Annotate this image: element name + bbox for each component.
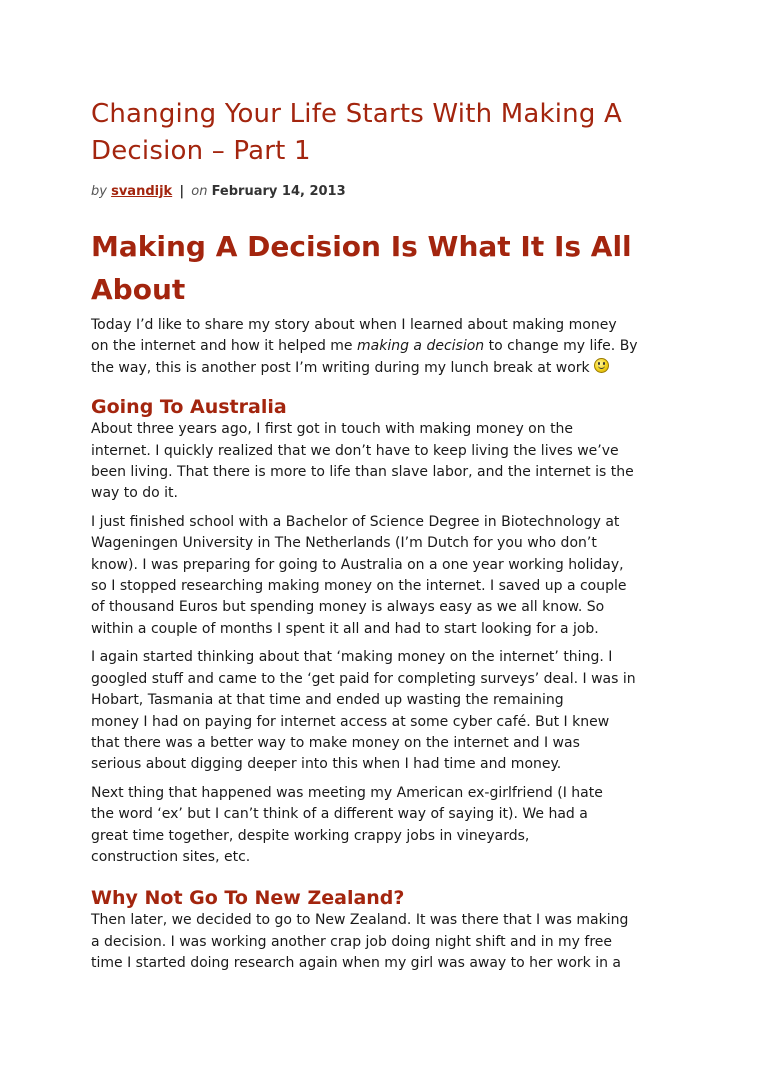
text-line: of thousand Euros but spending money is always easy as we all know. So — [91, 599, 605, 616]
section2-paragraph-1 — [91, 910, 676, 974]
text-line: been living. That there is more to life than slave labor, and the internet is the — [91, 464, 634, 481]
article-heading-line2: About — [91, 273, 186, 306]
intro-line: on the internet and how it helped me — [91, 338, 357, 355]
post-date: February 14, 2013 — [211, 184, 346, 199]
section1-paragraph-4 — [91, 783, 676, 869]
post-title-line1: Changing Your Life Starts With Making A — [91, 99, 623, 129]
section1-paragraph-2 — [91, 512, 676, 640]
text-line: that there was a better way to make money on the internet and I was — [91, 734, 580, 751]
intro-emphasis: making a decision — [357, 338, 485, 355]
text-line: internet. I quickly realized that we don’t have to keep living the lives we’ve — [91, 442, 619, 459]
text-line: great time together, despite working crappy jobs in vineyards, — [91, 827, 530, 844]
text-line: construction sites, etc. — [91, 848, 251, 865]
article-heading — [91, 225, 676, 311]
post-title — [91, 96, 676, 170]
text-line: the word ‘ex’ but I can’t think of a different way of saying it). We had a — [91, 806, 588, 823]
text-line: Hobart, Tasmania at that time and ended up wasting the remaining — [91, 692, 564, 709]
author-link[interactable]: svandijk — [111, 184, 173, 199]
text-line: time I started doing research again when my girl was away to her work in a — [91, 955, 621, 972]
intro-line: the way, this is another post I’m writing during my lunch break at work — [91, 359, 590, 376]
smiley-icon — [594, 358, 609, 373]
text-line: I just finished school with a Bachelor of Science Degree in Biotechnology at — [91, 513, 620, 530]
text-line: I again started thinking about that ‘making money on the internet’ thing. I — [91, 649, 613, 666]
section-heading-australia: Going To Australia — [91, 396, 287, 419]
byline-on-label: on — [191, 184, 208, 199]
intro-line: Today I’d like to share my story about when I learned about making money — [91, 317, 617, 333]
section-heading-new-zealand: Why Not Go To New Zealand? — [91, 887, 405, 910]
text-line: About three years ago, I first got in touch with making money on the — [91, 421, 574, 438]
article-heading-line1: Making A Decision Is What It Is All — [91, 230, 632, 263]
intro-paragraph — [91, 315, 676, 379]
section1-paragraph-1 — [91, 419, 676, 505]
text-line: serious about digging deeper into this when I had time and money. — [91, 756, 562, 773]
post-byline — [91, 183, 676, 201]
text-line: a decision. I was working another crap job doing night shift and in my free — [91, 933, 613, 950]
text-line: way to do it. — [91, 485, 179, 502]
text-line: within a couple of months I spent it all and had to start looking for a job. — [91, 620, 599, 637]
section1-paragraph-3 — [91, 647, 676, 775]
post-title-line2: Decision – Part 1 — [91, 136, 311, 166]
byline-separator: | — [179, 184, 185, 199]
byline-by-label: by — [91, 184, 107, 199]
text-line: Wageningen University in The Netherlands (I’m Dutch for you who don’t — [91, 535, 597, 552]
text-line: money I had on paying for internet access at some cyber café. But I knew — [91, 713, 610, 730]
text-line: so I stopped researching making money on the internet. I saved up a couple — [91, 578, 627, 595]
intro-line: to change my life. By — [484, 338, 638, 355]
text-line: know). I was preparing for going to Australia on a one year working holiday, — [91, 556, 624, 573]
text-line: googled stuff and came to the ‘get paid for completing surveys’ deal. I was in — [91, 670, 636, 687]
text-line: Then later, we decided to go to New Zealand. It was there that I was making — [91, 912, 629, 929]
text-line: Next thing that happened was meeting my American ex-girlfriend (I hate — [91, 784, 603, 801]
document-page — [91, 96, 676, 975]
